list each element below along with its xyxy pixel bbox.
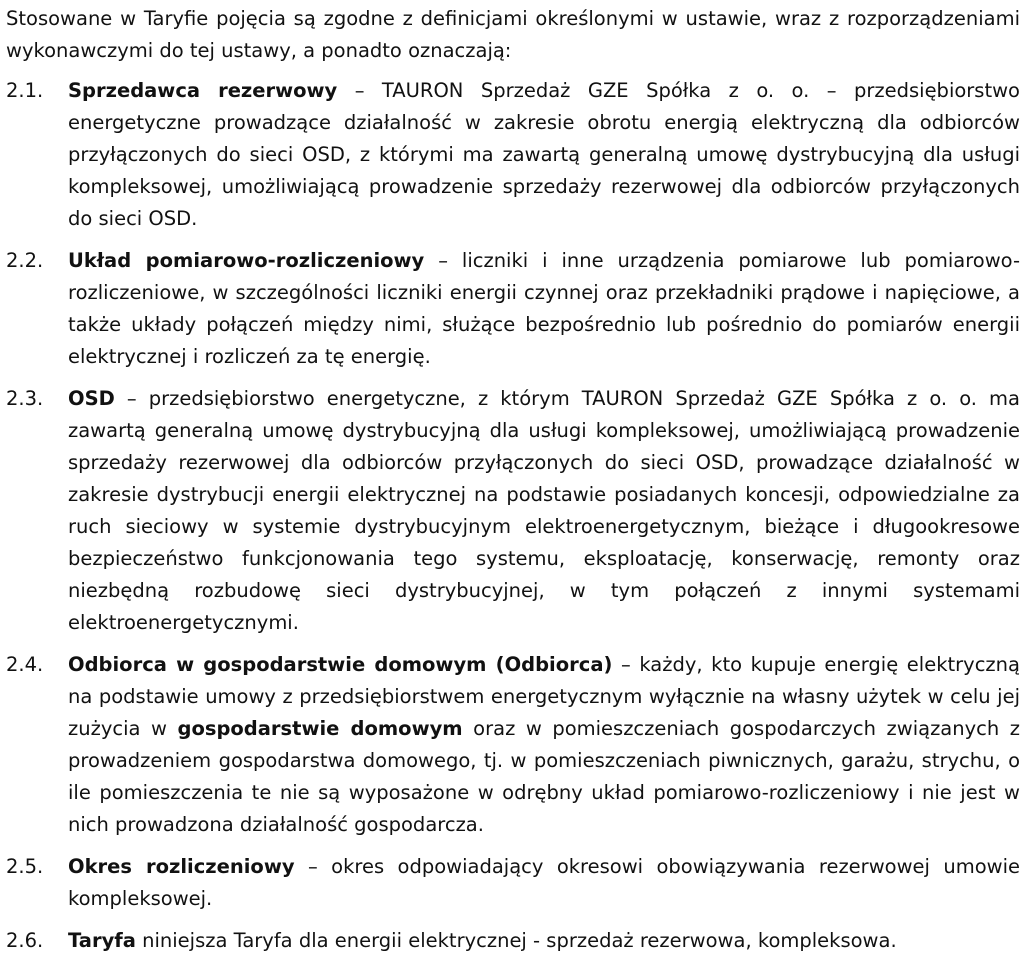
definition-body xyxy=(68,851,1020,915)
definition-emphasis: gospodarstwie domowym xyxy=(177,717,463,740)
definition-text: – liczniki i inne urządzenia pomiarowe lub pomiarowo-rozliczeniowe, w szczególności liczniki energii czynnej oraz przekładniki prądowe i napięciowe, a także układy połączeń między nimi, służące bezpośrednio lub pośrednio do pomiarów energii elektrycznej i rozliczeń za tę energię. xyxy=(68,249,1020,368)
definition-term: Taryfa xyxy=(68,929,136,952)
definition-body xyxy=(68,75,1020,235)
definition-body xyxy=(68,245,1020,373)
definition-term: Odbiorca w gospodarstwie domowym (Odbiorca) xyxy=(68,653,613,676)
definition-2-3 xyxy=(6,383,1020,639)
definition-text: niniejsza Taryfa dla energii elektrycznej - sprzedaż rezerwowa, kompleksowa. xyxy=(135,929,897,952)
definition-number: 2.1. xyxy=(6,79,44,102)
definition-text: – okres odpowiadający okresowi obowiązywania rezerwowej umowie kompleksowej. xyxy=(68,855,1020,910)
definition-number: 2.3. xyxy=(6,387,44,410)
definition-text: – każdy, kto kupuje energię elektryczną na podstawie umowy z przedsiębiorstwem energetycznym wyłącznie na własny użytek w celu jej zużycia w xyxy=(68,653,1020,740)
definition-text: – przedsiębiorstwo energetyczne, z którym TAURON Sprzedaż GZE Spółka z o. o. ma zawartą generalną umowę dystrybucyjną dla usługi kompleksowej, umożliwiającą prowadzenie sprzedaży rezerwowej dla odbiorców przyłączonych do sieci OSD, prowadzące działalność w zakresie dystrybucji energii elektrycznej na podstawie posiadanych koncesji, odpowiedzialne za ruch sieciowy w systemie dystrybucyjnym elektroenergetycznym, bieżące i długookresowe bezpieczeństwo funkcjonowania tego systemu, eksploatację, konserwację, remonty oraz niezbędną rozbudowę sieci dystrybucyjnej, w tym połączeń z innymi systemami elektroenergetycznymi. xyxy=(68,387,1020,634)
definition-term: Okres rozliczeniowy xyxy=(68,855,295,878)
definition-body xyxy=(68,383,1020,639)
definition-body xyxy=(68,925,1020,957)
intro-paragraph: Stosowane w Taryfie pojęcia są zgodne z definicjami określonymi w ustawie, wraz z rozporządzeniami wykonawczymi do tej ustawy, a ponadto oznaczają: xyxy=(6,7,1020,62)
definition-number: 2.5. xyxy=(6,855,44,878)
definition-term: OSD xyxy=(68,387,115,410)
definition-2-6 xyxy=(6,925,1020,957)
definition-2-2 xyxy=(6,245,1020,373)
definition-2-1 xyxy=(6,75,1020,235)
definition-text-after: oraz w pomieszczeniach gospodarczych związanych z prowadzeniem gospodarstwa domowego, tj. w pomieszczeniach piwnicznych, garażu, strychu, o ile pomieszczenia te nie są wyposażone w odrębny układ pomiarowo-rozliczeniowy i nie jest w nich prowadzona działalność gospodarcza. xyxy=(68,717,1021,836)
definition-number: 2.4. xyxy=(6,653,44,676)
definition-body xyxy=(68,649,1020,841)
definition-term: Sprzedawca rezerwowy xyxy=(68,79,338,102)
definition-number: 2.6. xyxy=(6,929,44,952)
definition-2-5 xyxy=(6,851,1020,915)
definition-term: Układ pomiarowo-rozliczeniowy xyxy=(68,249,425,272)
definition-text: – TAURON Sprzedaż GZE Spółka z o. o. – przedsiębiorstwo energetyczne prowadzące działalność w zakresie obrotu energią elektryczną dla odbiorców przyłączonych do sieci OSD, z którymi ma zawartą generalną umowę dystrybucyjną dla usługi kompleksowej, umożliwiającą prowadzenie sprzedaży rezerwowej dla odbiorców przyłączonych do sieci OSD. xyxy=(68,79,1020,230)
definition-2-4 xyxy=(6,649,1020,841)
definition-number: 2.2. xyxy=(6,249,44,272)
